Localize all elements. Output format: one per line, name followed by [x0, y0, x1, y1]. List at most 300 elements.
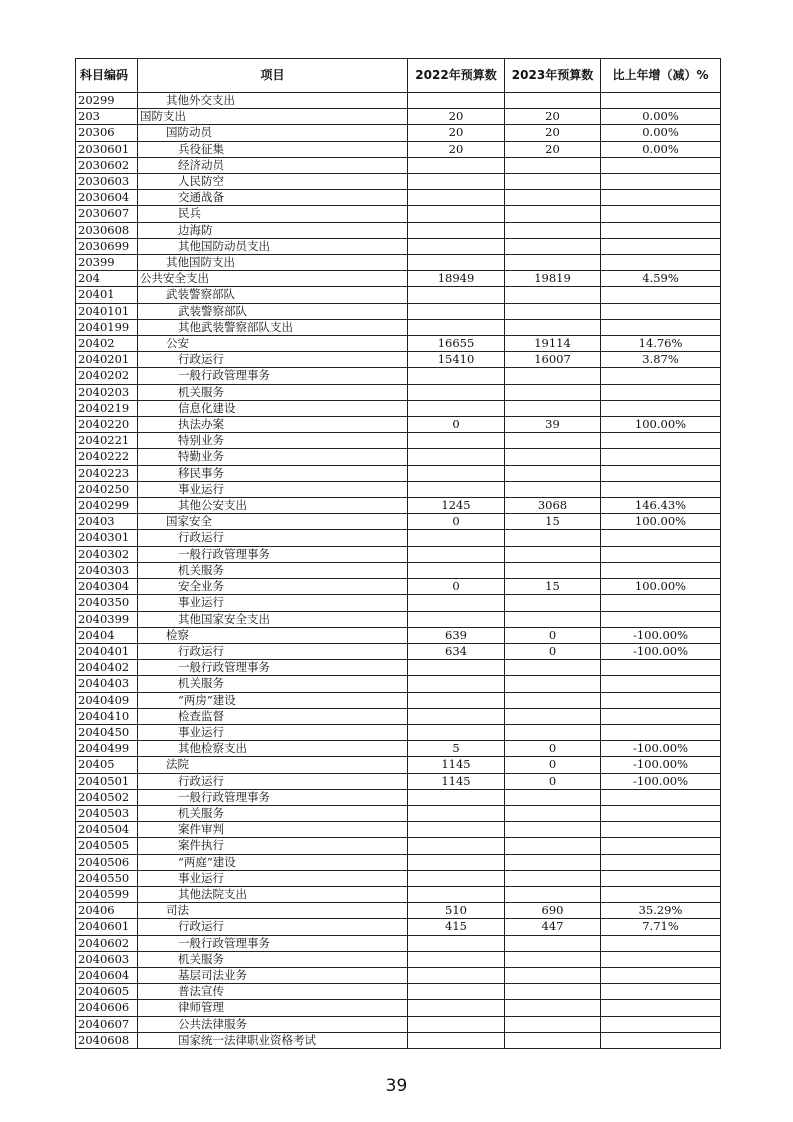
- row-budget-2023: 15: [505, 579, 601, 595]
- row-change-pct: [601, 222, 721, 238]
- row-change-pct: [601, 1000, 721, 1016]
- row-code: 2040304: [76, 579, 138, 595]
- row-item-name: 公共法律服务: [138, 1016, 408, 1032]
- row-item-name: 公安: [138, 336, 408, 352]
- row-item-name: 兵役征集: [138, 141, 408, 157]
- row-code: 2040101: [76, 303, 138, 319]
- row-budget-2022: [408, 854, 505, 870]
- row-change-pct: -100.00%: [601, 741, 721, 757]
- row-budget-2023: 690: [505, 903, 601, 919]
- table-row: [76, 271, 721, 287]
- table-row: [76, 530, 721, 546]
- row-code: 2040450: [76, 724, 138, 740]
- row-code: 20406: [76, 903, 138, 919]
- row-budget-2022: [408, 838, 505, 854]
- row-change-pct: [601, 886, 721, 902]
- header-change: 比上年增（减）%: [601, 59, 721, 93]
- row-item-name: “两房”建设: [138, 692, 408, 708]
- row-budget-2022: [408, 676, 505, 692]
- row-budget-2022: [408, 1016, 505, 1032]
- row-budget-2023: 0: [505, 773, 601, 789]
- row-change-pct: [601, 449, 721, 465]
- row-item-name: 机关服务: [138, 384, 408, 400]
- row-code: 20403: [76, 514, 138, 530]
- table-row: [76, 222, 721, 238]
- row-code: 2040550: [76, 870, 138, 886]
- row-code: 2040505: [76, 838, 138, 854]
- row-change-pct: [601, 303, 721, 319]
- row-budget-2022: [408, 967, 505, 983]
- row-code: 2040201: [76, 352, 138, 368]
- row-item-name: 其他武装警察部队支出: [138, 319, 408, 335]
- row-code: 20405: [76, 757, 138, 773]
- row-budget-2023: [505, 222, 601, 238]
- row-change-pct: [601, 384, 721, 400]
- row-budget-2023: [505, 595, 601, 611]
- table-row: [76, 433, 721, 449]
- row-budget-2023: [505, 384, 601, 400]
- row-change-pct: -100.00%: [601, 757, 721, 773]
- row-change-pct: [601, 1016, 721, 1032]
- row-change-pct: [601, 822, 721, 838]
- row-code: 20402: [76, 336, 138, 352]
- row-budget-2022: 16655: [408, 336, 505, 352]
- row-change-pct: [601, 546, 721, 562]
- row-budget-2022: [408, 611, 505, 627]
- row-budget-2022: [408, 481, 505, 497]
- row-budget-2023: [505, 562, 601, 578]
- row-code: 2040605: [76, 984, 138, 1000]
- row-code: 2040222: [76, 449, 138, 465]
- row-item-name: 信息化建设: [138, 400, 408, 416]
- row-budget-2022: 1245: [408, 498, 505, 514]
- row-item-name: 特别业务: [138, 433, 408, 449]
- table-row: [76, 692, 721, 708]
- row-budget-2023: [505, 368, 601, 384]
- table-row: [76, 935, 721, 951]
- row-budget-2022: [408, 1000, 505, 1016]
- row-change-pct: [601, 838, 721, 854]
- table-row: [76, 967, 721, 983]
- row-change-pct: 0.00%: [601, 125, 721, 141]
- row-budget-2023: [505, 724, 601, 740]
- row-change-pct: [601, 174, 721, 190]
- row-change-pct: [601, 789, 721, 805]
- row-code: 2030607: [76, 206, 138, 222]
- row-item-name: 案件执行: [138, 838, 408, 854]
- row-item-name: 机关服务: [138, 805, 408, 821]
- row-item-name: 普法宣传: [138, 984, 408, 1000]
- row-item-name: 其他国防动员支出: [138, 238, 408, 254]
- row-budget-2023: [505, 822, 601, 838]
- row-code: 2030604: [76, 190, 138, 206]
- table-row: [76, 708, 721, 724]
- row-change-pct: 100.00%: [601, 514, 721, 530]
- row-budget-2023: [505, 935, 601, 951]
- row-code: 2040220: [76, 417, 138, 433]
- table-row: [76, 886, 721, 902]
- row-item-name: 其他外交支出: [138, 93, 408, 109]
- row-item-name: 行政运行: [138, 352, 408, 368]
- row-code: 2040223: [76, 465, 138, 481]
- row-budget-2022: 1145: [408, 773, 505, 789]
- row-budget-2023: [505, 886, 601, 902]
- row-change-pct: 3.87%: [601, 352, 721, 368]
- row-change-pct: [601, 611, 721, 627]
- table-row: [76, 611, 721, 627]
- row-change-pct: [601, 319, 721, 335]
- row-item-name: 案件审判: [138, 822, 408, 838]
- row-change-pct: [601, 951, 721, 967]
- header-row: [76, 59, 721, 93]
- row-item-name: “两庭”建设: [138, 854, 408, 870]
- row-budget-2022: 1145: [408, 757, 505, 773]
- table-row: [76, 141, 721, 157]
- row-item-name: 基层司法业务: [138, 967, 408, 983]
- row-item-name: 人民防空: [138, 174, 408, 190]
- table-row: [76, 757, 721, 773]
- table-row: [76, 174, 721, 190]
- row-budget-2022: [408, 692, 505, 708]
- row-budget-2023: [505, 206, 601, 222]
- row-code: 2040399: [76, 611, 138, 627]
- row-item-name: 边海防: [138, 222, 408, 238]
- table-row: [76, 336, 721, 352]
- row-budget-2022: [408, 822, 505, 838]
- table-row: [76, 741, 721, 757]
- row-budget-2023: 19114: [505, 336, 601, 352]
- row-item-name: 事业运行: [138, 724, 408, 740]
- table-header: [76, 59, 721, 93]
- row-budget-2022: [408, 935, 505, 951]
- table-row: [76, 384, 721, 400]
- row-budget-2022: 415: [408, 919, 505, 935]
- row-item-name: 特勤业务: [138, 449, 408, 465]
- row-code: 20306: [76, 125, 138, 141]
- row-code: 2040599: [76, 886, 138, 902]
- table-row: [76, 206, 721, 222]
- row-change-pct: [601, 805, 721, 821]
- row-code: 2030602: [76, 157, 138, 173]
- row-change-pct: [601, 595, 721, 611]
- row-item-name: 一般行政管理事务: [138, 660, 408, 676]
- row-change-pct: [601, 692, 721, 708]
- table-row: [76, 984, 721, 1000]
- row-budget-2022: [408, 222, 505, 238]
- table-row: [76, 595, 721, 611]
- row-code: 2040608: [76, 1032, 138, 1048]
- row-budget-2023: [505, 157, 601, 173]
- table-body: [76, 93, 721, 1049]
- table-row: [76, 514, 721, 530]
- row-budget-2023: [505, 805, 601, 821]
- row-code: 2030699: [76, 238, 138, 254]
- row-change-pct: 7.71%: [601, 919, 721, 935]
- row-item-name: 国家安全: [138, 514, 408, 530]
- row-change-pct: [601, 724, 721, 740]
- budget-table: [75, 58, 721, 1049]
- row-budget-2022: [408, 449, 505, 465]
- row-item-name: 国防支出: [138, 109, 408, 125]
- table-row: [76, 919, 721, 935]
- row-budget-2023: [505, 449, 601, 465]
- row-code: 20299: [76, 93, 138, 109]
- row-change-pct: [601, 157, 721, 173]
- row-budget-2022: [408, 384, 505, 400]
- row-item-name: 其他法院支出: [138, 886, 408, 902]
- row-budget-2022: [408, 303, 505, 319]
- row-item-name: 安全业务: [138, 579, 408, 595]
- row-budget-2023: [505, 951, 601, 967]
- row-budget-2023: [505, 967, 601, 983]
- row-change-pct: [601, 368, 721, 384]
- row-budget-2022: 0: [408, 417, 505, 433]
- table-row: [76, 1016, 721, 1032]
- row-change-pct: 146.43%: [601, 498, 721, 514]
- row-budget-2022: [408, 530, 505, 546]
- row-budget-2023: 39: [505, 417, 601, 433]
- row-budget-2022: [408, 789, 505, 805]
- table-row: [76, 838, 721, 854]
- row-change-pct: -100.00%: [601, 643, 721, 659]
- row-budget-2022: [408, 157, 505, 173]
- row-change-pct: 100.00%: [601, 417, 721, 433]
- row-budget-2023: [505, 190, 601, 206]
- row-budget-2023: 3068: [505, 498, 601, 514]
- row-budget-2022: [408, 190, 505, 206]
- row-code: 204: [76, 271, 138, 287]
- row-budget-2022: 639: [408, 627, 505, 643]
- row-item-name: 经济动员: [138, 157, 408, 173]
- table-row: [76, 238, 721, 254]
- table-row: [76, 417, 721, 433]
- row-budget-2022: [408, 805, 505, 821]
- table-row: [76, 368, 721, 384]
- table-row: [76, 498, 721, 514]
- row-budget-2023: [505, 854, 601, 870]
- row-budget-2022: [408, 660, 505, 676]
- row-item-name: 事业运行: [138, 595, 408, 611]
- table-row: [76, 287, 721, 303]
- row-budget-2023: [505, 611, 601, 627]
- row-code: 2040303: [76, 562, 138, 578]
- table-row: [76, 676, 721, 692]
- row-code: 2040506: [76, 854, 138, 870]
- row-budget-2023: 20: [505, 125, 601, 141]
- header-budget-2022: 2022年预算数: [408, 59, 505, 93]
- row-budget-2022: [408, 93, 505, 109]
- row-budget-2022: [408, 1032, 505, 1048]
- row-change-pct: [601, 708, 721, 724]
- table-row: [76, 109, 721, 125]
- row-budget-2022: [408, 400, 505, 416]
- row-change-pct: [601, 287, 721, 303]
- row-budget-2023: [505, 1032, 601, 1048]
- row-budget-2023: [505, 660, 601, 676]
- row-budget-2023: [505, 465, 601, 481]
- row-code: 2040502: [76, 789, 138, 805]
- row-change-pct: [601, 676, 721, 692]
- budget-table-page: [75, 58, 720, 1049]
- table-row: [76, 724, 721, 740]
- table-row: [76, 93, 721, 109]
- table-row: [76, 1032, 721, 1048]
- row-budget-2023: [505, 870, 601, 886]
- table-row: [76, 805, 721, 821]
- row-change-pct: [601, 190, 721, 206]
- row-item-name: 武装警察部队: [138, 303, 408, 319]
- table-row: [76, 303, 721, 319]
- row-item-name: 一般行政管理事务: [138, 368, 408, 384]
- row-budget-2022: [408, 319, 505, 335]
- row-code: 2040606: [76, 1000, 138, 1016]
- row-budget-2022: 20: [408, 109, 505, 125]
- row-item-name: 移民事务: [138, 465, 408, 481]
- row-change-pct: 35.29%: [601, 903, 721, 919]
- row-item-name: 武装警察部队: [138, 287, 408, 303]
- row-budget-2023: [505, 676, 601, 692]
- row-budget-2023: [505, 546, 601, 562]
- row-code: 2030601: [76, 141, 138, 157]
- table-row: [76, 854, 721, 870]
- row-code: 2040601: [76, 919, 138, 935]
- row-budget-2023: [505, 303, 601, 319]
- table-row: [76, 449, 721, 465]
- table-row: [76, 400, 721, 416]
- row-item-name: 司法: [138, 903, 408, 919]
- row-code: 2040221: [76, 433, 138, 449]
- row-budget-2022: [408, 255, 505, 271]
- row-item-name: 法院: [138, 757, 408, 773]
- table-row: [76, 660, 721, 676]
- row-item-name: 其他公安支出: [138, 498, 408, 514]
- table-row: [76, 125, 721, 141]
- row-item-name: 一般行政管理事务: [138, 546, 408, 562]
- row-budget-2022: 510: [408, 903, 505, 919]
- row-code: 2040607: [76, 1016, 138, 1032]
- row-code: 2040403: [76, 676, 138, 692]
- row-code: 2040604: [76, 967, 138, 983]
- table-row: [76, 951, 721, 967]
- page-number: 39: [385, 1076, 408, 1096]
- row-item-name: 机关服务: [138, 562, 408, 578]
- row-budget-2023: 447: [505, 919, 601, 935]
- header-budget-2023: 2023年预算数: [505, 59, 601, 93]
- row-budget-2023: [505, 481, 601, 497]
- row-change-pct: [601, 433, 721, 449]
- row-item-name: 其他国家安全支出: [138, 611, 408, 627]
- row-budget-2023: 0: [505, 627, 601, 643]
- row-budget-2023: [505, 433, 601, 449]
- row-budget-2022: [408, 174, 505, 190]
- row-budget-2022: [408, 886, 505, 902]
- row-code: 20404: [76, 627, 138, 643]
- row-item-name: 机关服务: [138, 951, 408, 967]
- row-code: 2040350: [76, 595, 138, 611]
- row-budget-2023: 20: [505, 109, 601, 125]
- row-item-name: 民兵: [138, 206, 408, 222]
- row-code: 2040503: [76, 805, 138, 821]
- row-budget-2023: 16007: [505, 352, 601, 368]
- table-row: [76, 157, 721, 173]
- row-change-pct: [601, 984, 721, 1000]
- row-budget-2022: 18949: [408, 271, 505, 287]
- row-budget-2023: [505, 530, 601, 546]
- row-code: 2040301: [76, 530, 138, 546]
- row-budget-2022: [408, 465, 505, 481]
- row-budget-2022: 20: [408, 141, 505, 157]
- table-row: [76, 465, 721, 481]
- table-row: [76, 352, 721, 368]
- row-item-name: 行政运行: [138, 643, 408, 659]
- row-code: 2040203: [76, 384, 138, 400]
- row-change-pct: 100.00%: [601, 579, 721, 595]
- row-item-name: 检察: [138, 627, 408, 643]
- row-item-name: 机关服务: [138, 676, 408, 692]
- row-code: 2040202: [76, 368, 138, 384]
- row-item-name: 公共安全支出: [138, 271, 408, 287]
- row-item-name: 检查监督: [138, 708, 408, 724]
- row-code: 20401: [76, 287, 138, 303]
- table-row: [76, 190, 721, 206]
- row-change-pct: [601, 255, 721, 271]
- row-budget-2022: 15410: [408, 352, 505, 368]
- row-budget-2022: [408, 206, 505, 222]
- row-budget-2022: 5: [408, 741, 505, 757]
- row-budget-2023: [505, 255, 601, 271]
- row-change-pct: [601, 967, 721, 983]
- row-code: 2040409: [76, 692, 138, 708]
- row-budget-2022: [408, 951, 505, 967]
- row-change-pct: [601, 465, 721, 481]
- row-item-name: 一般行政管理事务: [138, 789, 408, 805]
- row-budget-2023: 15: [505, 514, 601, 530]
- row-item-name: 其他国防支出: [138, 255, 408, 271]
- row-budget-2023: 20: [505, 141, 601, 157]
- row-budget-2023: [505, 1000, 601, 1016]
- row-change-pct: 0.00%: [601, 141, 721, 157]
- row-budget-2023: [505, 838, 601, 854]
- row-item-name: 其他检察支出: [138, 741, 408, 757]
- table-row: [76, 481, 721, 497]
- row-budget-2022: 0: [408, 514, 505, 530]
- row-budget-2022: [408, 546, 505, 562]
- row-change-pct: [601, 935, 721, 951]
- row-change-pct: [601, 660, 721, 676]
- row-budget-2022: [408, 433, 505, 449]
- row-change-pct: 0.00%: [601, 109, 721, 125]
- row-budget-2022: 20: [408, 125, 505, 141]
- row-change-pct: -100.00%: [601, 773, 721, 789]
- row-change-pct: 4.59%: [601, 271, 721, 287]
- row-budget-2022: [408, 724, 505, 740]
- table-row: [76, 579, 721, 595]
- row-code: 2040299: [76, 498, 138, 514]
- row-item-name: 事业运行: [138, 481, 408, 497]
- row-budget-2022: 634: [408, 643, 505, 659]
- table-row: [76, 773, 721, 789]
- table-row: [76, 319, 721, 335]
- row-code: 2040501: [76, 773, 138, 789]
- table-row: [76, 562, 721, 578]
- row-budget-2023: [505, 400, 601, 416]
- row-item-name: 国家统一法律职业资格考试: [138, 1032, 408, 1048]
- table-row: [76, 1000, 721, 1016]
- row-code: 203: [76, 109, 138, 125]
- row-budget-2022: [408, 238, 505, 254]
- row-change-pct: [601, 870, 721, 886]
- row-code: 2040199: [76, 319, 138, 335]
